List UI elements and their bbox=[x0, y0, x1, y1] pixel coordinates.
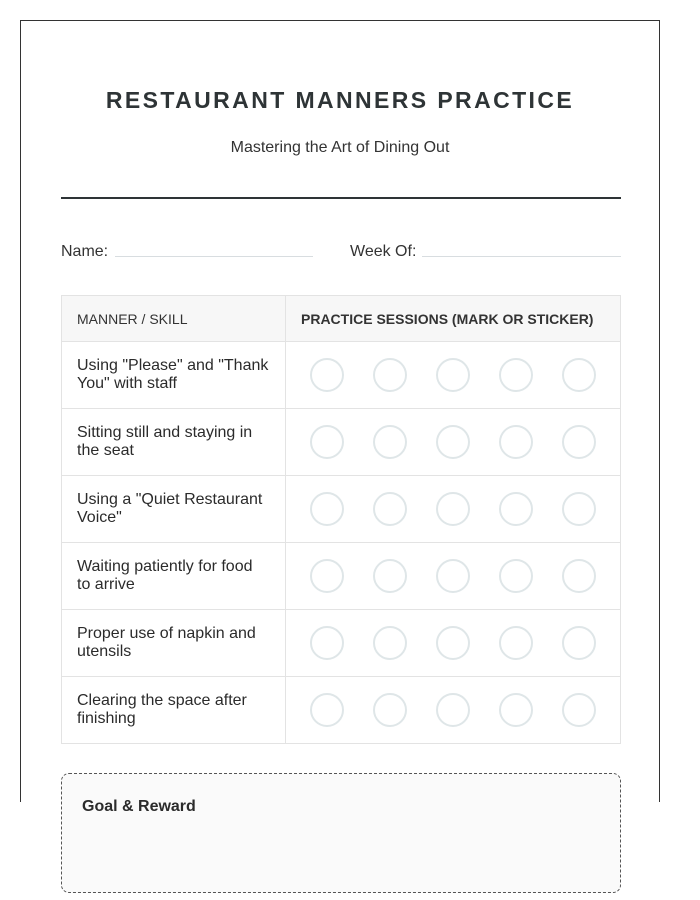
table-header-row bbox=[62, 296, 621, 342]
table-row bbox=[62, 543, 621, 610]
column-header-skill: MANNER / SKILL bbox=[62, 296, 286, 342]
practice-tracker-table bbox=[61, 295, 621, 744]
table-row bbox=[62, 409, 621, 476]
session-circle[interactable] bbox=[436, 693, 470, 727]
skill-label: Using "Please" and "Thank You" with staff bbox=[62, 342, 286, 409]
week-of-label: Week Of: bbox=[350, 243, 417, 260]
worksheet-subtitle: Mastering the Art of Dining Out bbox=[230, 139, 450, 156]
session-circle[interactable] bbox=[373, 559, 407, 593]
session-circle[interactable] bbox=[310, 693, 344, 727]
session-circle[interactable] bbox=[562, 693, 596, 727]
session-cell bbox=[286, 342, 621, 409]
session-cell bbox=[286, 543, 621, 610]
session-circle[interactable] bbox=[562, 492, 596, 526]
session-circle[interactable] bbox=[436, 358, 470, 392]
table-row bbox=[62, 610, 621, 677]
session-circle[interactable] bbox=[436, 626, 470, 660]
table-row bbox=[62, 476, 621, 543]
session-circle[interactable] bbox=[562, 358, 596, 392]
column-header-sessions: PRACTICE SESSIONS (MARK OR STICKER) bbox=[286, 296, 621, 342]
skill-label: Clearing the space after finishing bbox=[62, 677, 286, 744]
session-circle[interactable] bbox=[310, 492, 344, 526]
name-label: Name: bbox=[61, 243, 109, 260]
worksheet-page bbox=[20, 20, 660, 815]
session-circle[interactable] bbox=[499, 492, 533, 526]
session-circle[interactable] bbox=[499, 425, 533, 459]
session-circle[interactable] bbox=[436, 492, 470, 526]
session-bubbles bbox=[310, 492, 620, 526]
session-circle[interactable] bbox=[499, 358, 533, 392]
tracker-body bbox=[62, 342, 621, 744]
session-circle[interactable] bbox=[562, 559, 596, 593]
session-circle[interactable] bbox=[499, 626, 533, 660]
skill-label: Using a "Quiet Restaurant Voice" bbox=[62, 476, 286, 543]
skill-label: Sitting still and staying in the seat bbox=[62, 409, 286, 476]
session-circle[interactable] bbox=[310, 425, 344, 459]
week-of-field[interactable] bbox=[422, 256, 621, 257]
session-circle[interactable] bbox=[562, 626, 596, 660]
title-divider bbox=[61, 197, 621, 199]
session-bubbles bbox=[310, 626, 620, 660]
session-bubbles bbox=[310, 693, 620, 727]
session-circle[interactable] bbox=[373, 626, 407, 660]
skill-label: Proper use of napkin and utensils bbox=[62, 610, 286, 677]
session-circle[interactable] bbox=[562, 425, 596, 459]
session-circle[interactable] bbox=[373, 693, 407, 727]
skill-label: Waiting patiently for food to arrive bbox=[62, 543, 286, 610]
session-circle[interactable] bbox=[499, 559, 533, 593]
session-circle[interactable] bbox=[373, 358, 407, 392]
session-circle[interactable] bbox=[310, 626, 344, 660]
session-circle[interactable] bbox=[310, 358, 344, 392]
session-bubbles bbox=[310, 358, 620, 392]
session-cell bbox=[286, 677, 621, 744]
goal-reward-box bbox=[61, 773, 621, 893]
worksheet-title: RESTAURANT MANNERS PRACTICE bbox=[105, 87, 575, 113]
session-cell bbox=[286, 409, 621, 476]
session-circle[interactable] bbox=[373, 425, 407, 459]
session-bubbles bbox=[310, 559, 620, 593]
session-circle[interactable] bbox=[436, 559, 470, 593]
session-cell bbox=[286, 610, 621, 677]
session-bubbles bbox=[310, 425, 620, 459]
goal-reward-heading: Goal & Reward bbox=[82, 798, 196, 815]
session-circle[interactable] bbox=[310, 559, 344, 593]
table-row bbox=[62, 677, 621, 744]
session-circle[interactable] bbox=[436, 425, 470, 459]
session-cell bbox=[286, 476, 621, 543]
session-circle[interactable] bbox=[499, 693, 533, 727]
session-circle[interactable] bbox=[373, 492, 407, 526]
name-field[interactable] bbox=[115, 256, 313, 257]
table-row bbox=[62, 342, 621, 409]
